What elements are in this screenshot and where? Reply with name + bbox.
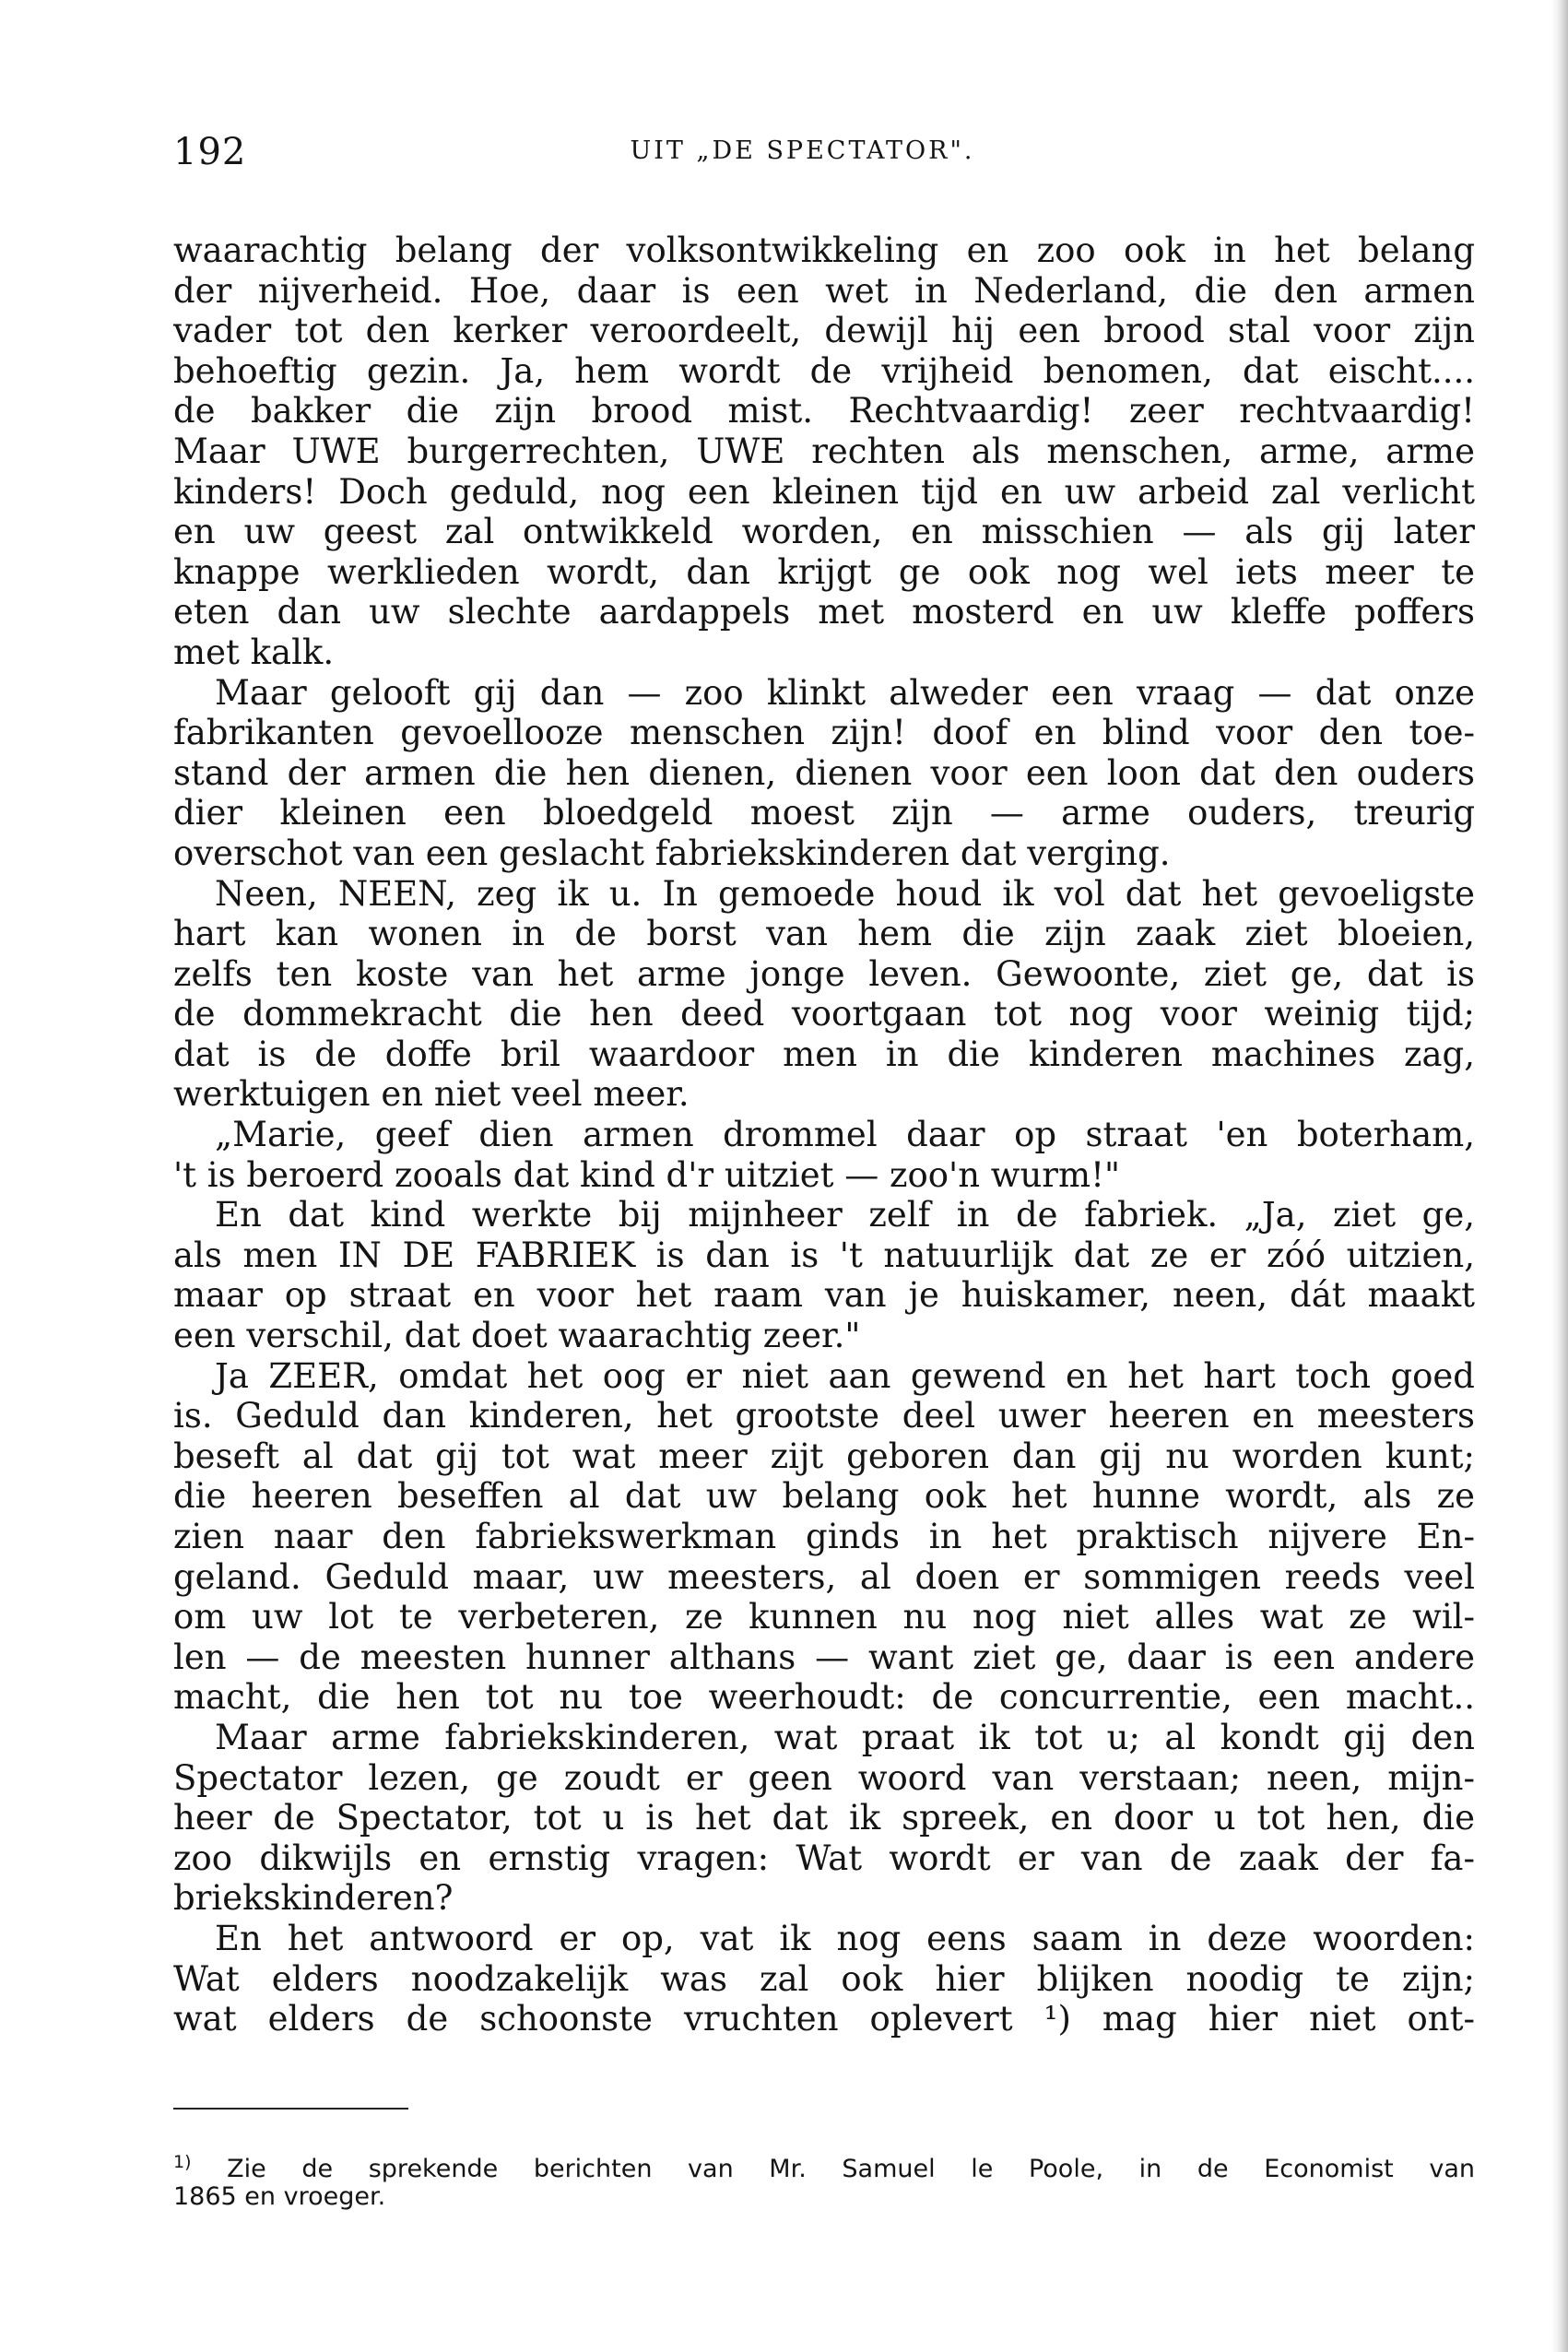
text-line: briekskinderen? [173,1878,454,1919]
text-line: Maar arme fabriekskinderen, wat praat ik tot u; al kondt gij den [215,1717,1475,1757]
footnote-line [173,2145,1475,2183]
page-number: 192 [173,131,247,173]
text-line: overschot van een geslacht fabriekskinderen dat verging. [173,833,1171,873]
scan-page-edge [1551,0,1568,2352]
text-line: maar op straat en voor het raam van je huiskamer, neen, dát maakt [173,1275,1475,1316]
text-line: hart kan wonen in de borst van hem die zijn zaak ziet bloeien, [173,914,1475,954]
text-line: stand der armen die hen dienen, dienen voor een loon dat den ouders [173,752,1475,793]
text-line: macht, die hen tot nu toe weerhoudt: de concurrentie, een macht.. [173,1677,1475,1718]
text-line: Ja ZEER, omdat het oog er niet aan gewend en het hart toch goed [215,1355,1475,1396]
footnote-marker: 1) [173,2152,192,2172]
text-line: is. Geduld dan kinderen, het grootste deel uwer heeren en meesters [173,1396,1475,1436]
text-line: werktuigen en niet veel meer. [173,1074,690,1115]
text-line: Maar gelooft gij dan — zoo klinkt alweder een vraag — dat onze [215,672,1475,713]
text-line: der nijverheid. Hoe, daar is een wet in Nederland, die den armen [173,270,1475,311]
text-line: wat elders de schoonste vruchten oplevert ¹) mag hier niet ont- [173,1999,1475,2039]
text-line: „Marie, geef dien armen drommel daar op straat 'en boterham, [215,1115,1475,1155]
text-line: waarachtig belang der volksontwikkeling en zoo ook in het belang [173,230,1475,270]
text-line: geland. Geduld maar, uw meesters, al doen er sommigen reeds veel [173,1556,1475,1597]
text-line: en uw geest zal ontwikkeld worden, en misschien — als gij later [173,512,1475,552]
text-line: zelfs ten koste van het arme jonge leven. Gewoonte, ziet ge, dat is [173,953,1475,994]
text-line: 't is beroerd zooals dat kind d'r uitziet — zoo'n wurm!" [173,1154,1120,1195]
text-line: zien naar den fabriekswerkman ginds in het praktisch nijvere En- [173,1517,1475,1556]
text-line: Wat elders noodzakelijk was zal ook hier blijken noodig te zijn; [173,1958,1475,1999]
text-line: een verschil, dat doet waarachtig zeer." [173,1316,861,1356]
running-head: UIT „DE SPECTATOR". [630,136,975,165]
text-line: knappe werklieden wordt, dan krijgt ge ook nog wel iets meer te [173,551,1475,592]
text-line: heer de Spectator, tot u is het dat ik spreek, en door u tot hen, die [173,1798,1475,1838]
text-line: dier kleinen een bloedgeld moest zijn — arme ouders, treurig [173,793,1475,833]
body-text [173,230,1475,2039]
footnote-rule [173,2108,408,2110]
text-line: Neen, NEEN, zeg ik u. In gemoede houd ik vol dat het gevoeligste [215,873,1475,914]
footnote [173,2145,1475,2215]
text-line: kinders! Doch geduld, nog een kleinen tijd en uw arbeid zal verlicht [173,471,1475,512]
text-line: eten dan uw slechte aardappels met mosterd en uw kleffe poffers [173,592,1475,632]
text-line: om uw lot te verbeteren, ze kunnen nu nog niet alles wat ze wil- [173,1597,1475,1637]
text-line: En het antwoord er op, vat ik nog eens saam in deze woorden: [215,1918,1475,1958]
text-line: len — de meesten hunner althans — want ziet ge, daar is een andere [173,1637,1475,1677]
text-line: met kalk. [173,632,335,672]
text-line: zoo dikwijls en ernstig vragen: Wat wordt er van de zaak der fa- [173,1838,1475,1878]
text-line: die heeren beseffen al dat uw belang ook het hunne wordt, als ze [173,1476,1475,1517]
text-line: behoeftig gezin. Ja, hem wordt de vrijheid benomen, dat eischt.... [173,350,1475,391]
text-line: dat is de doffe bril waardoor men in die kinderen machines zag, [173,1034,1475,1074]
text-line: En dat kind werkte bij mijnheer zelf in de fabriek. „Ja, ziet ge, [215,1195,1475,1235]
text-line: vader tot den kerker veroordeelt, dewijl hij een brood stal voor zijn [173,311,1475,351]
text-line: Maar UWE burgerrechten, UWE rechten als menschen, arme, arme [173,431,1475,471]
text-line: beseft al dat gij tot wat meer zijt geboren dan gij nu worden kunt; [173,1436,1475,1476]
text-line: als men IN DE FABRIEK is dan is 't natuurlijk dat ze er zóó uitzien, [173,1235,1475,1275]
footnote-line: 1865 en vroeger. [173,2182,386,2211]
text-line: fabrikanten gevoellooze menschen zijn! doof en blind voor den toe- [173,713,1475,753]
text-line: de dommekracht die hen deed voortgaan tot nog voor weinig tijd; [173,994,1475,1034]
text-line: de bakker die zijn brood mist. Rechtvaardig! zeer rechtvaardig! [173,391,1475,431]
text-line: Spectator lezen, ge zoudt er geen woord van verstaan; neen, mijn- [173,1757,1475,1798]
footnote-text: Zie de sprekende berichten van Mr. Samuel le Poole, in de Economist van [227,2155,1475,2183]
